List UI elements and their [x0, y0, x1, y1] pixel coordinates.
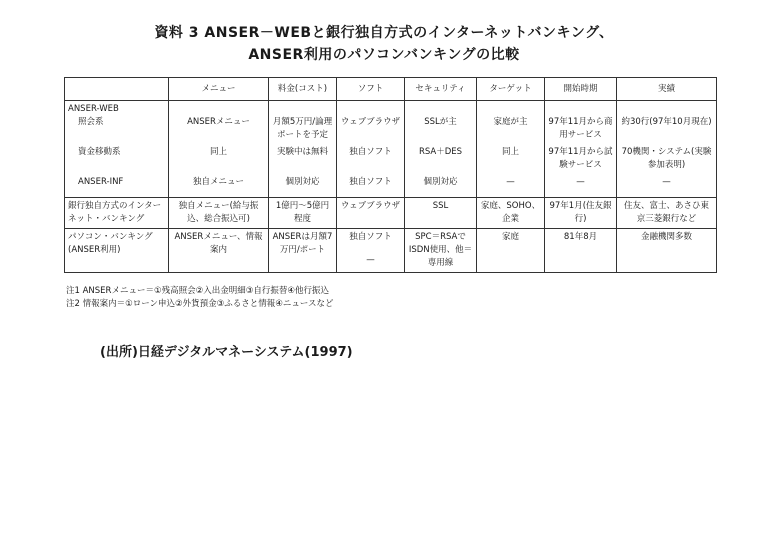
footnote: 注2 情報案内＝①ローン申込②外貨預金③ふるさと情報④ニュースなど — [66, 299, 334, 309]
table-cell: 独自メニュー — [169, 174, 269, 198]
table-cell: 実験中は無料 — [269, 144, 337, 174]
table-cell: 同上 — [477, 144, 545, 174]
footnote: 注1 ANSERメニュー＝①残高照会②入出金明細③自行振替④他行振込 — [66, 286, 329, 296]
title-line-2: ANSER利用のパソコンバンキングの比較 — [248, 47, 520, 63]
table-cell: 独自ソフト — [337, 174, 405, 198]
header-cell — [65, 78, 169, 101]
table-cell: 個別対応 — [405, 174, 477, 198]
table-cell: 約30行(97年10月現在) — [617, 101, 717, 145]
table-cell: 独自ソフト — [337, 144, 405, 174]
table-row — [65, 198, 717, 229]
table-cell: 住友、富士、あさひ東京三菱銀行など — [617, 198, 717, 229]
table-cell: 同上 — [169, 144, 269, 174]
table-cell: 月額5万円/論理ポートを予定 — [269, 101, 337, 145]
row-label-cell — [65, 144, 169, 174]
table-cell: 家庭 — [477, 229, 545, 273]
table-cell: 個別対応 — [269, 174, 337, 198]
soft-value: 独自ソフト — [349, 232, 392, 242]
title-line-1: 資料 3 ANSER－WEBと銀行独自方式のインターネットバンキング、 — [154, 25, 614, 41]
table-cell: SSL — [405, 198, 477, 229]
table-cell: — — [617, 174, 717, 198]
table-cell: 97年11月から試験サービス — [545, 144, 617, 174]
table-cell: RSA＋DES — [405, 144, 477, 174]
row-label: ANSER-INF — [78, 177, 124, 187]
header-cell: 実績 — [617, 78, 717, 101]
table-cell: 97年1月(住友銀行) — [545, 198, 617, 229]
header-cell: メニュー — [169, 78, 269, 101]
header-cell: ターゲット — [477, 78, 545, 101]
row-label-cell — [65, 174, 169, 198]
header-cell: ソフト — [337, 78, 405, 101]
source-citation: (出所)日経デジタルマネーシステム(1997) — [100, 345, 353, 360]
table-cell: ANSERメニュー、情報案内 — [169, 229, 269, 273]
table-cell: ANSERは月額7万円/ポート — [269, 229, 337, 273]
table-cell: ウェブブラウザ — [337, 101, 405, 145]
table-cell: ANSERメニュー — [169, 101, 269, 145]
table-cell: 金融機関多数 — [617, 229, 717, 273]
table-row — [65, 174, 717, 198]
header-cell: 料金(コスト) — [269, 78, 337, 101]
table-cell: — — [477, 174, 545, 198]
header-cell: セキュリティ — [405, 78, 477, 101]
table-cell: — — [545, 174, 617, 198]
header-row — [65, 78, 717, 101]
table-cell: SSLが主 — [405, 101, 477, 145]
table-cell: 70機関・システム(実験参加表明) — [617, 144, 717, 174]
table-row — [65, 101, 717, 145]
footnotes — [66, 285, 334, 311]
row-label: 資金移動系 — [78, 147, 121, 157]
table-cell: SPC＝RSAでISDN使用、他＝専用線 — [405, 229, 477, 273]
table-cell: 家庭が主 — [477, 101, 545, 145]
comparison-table — [64, 77, 717, 273]
table-cell: ウェブブラウザ — [337, 198, 405, 229]
soft-dash: — — [366, 255, 375, 265]
header-cell: 開始時期 — [545, 78, 617, 101]
table-cell: 家庭、SOHO、企業 — [477, 198, 545, 229]
table-row — [65, 229, 717, 273]
group-label: ANSER-WEB — [68, 104, 119, 114]
table-cell — [337, 229, 405, 273]
table-cell: 97年11月から商用サービス — [545, 101, 617, 145]
row-label: 銀行独自方式のインターネット・バンキング — [65, 198, 169, 229]
table-cell: 1億円～5億円程度 — [269, 198, 337, 229]
table-cell: 81年8月 — [545, 229, 617, 273]
table-cell: 独自メニュー(給与振込、総合振込可) — [169, 198, 269, 229]
table-row — [65, 144, 717, 174]
row-label-cell — [65, 101, 169, 145]
row-label: 照会系 — [78, 117, 104, 127]
row-label: パソコン・バンキング(ANSER利用) — [65, 229, 169, 273]
